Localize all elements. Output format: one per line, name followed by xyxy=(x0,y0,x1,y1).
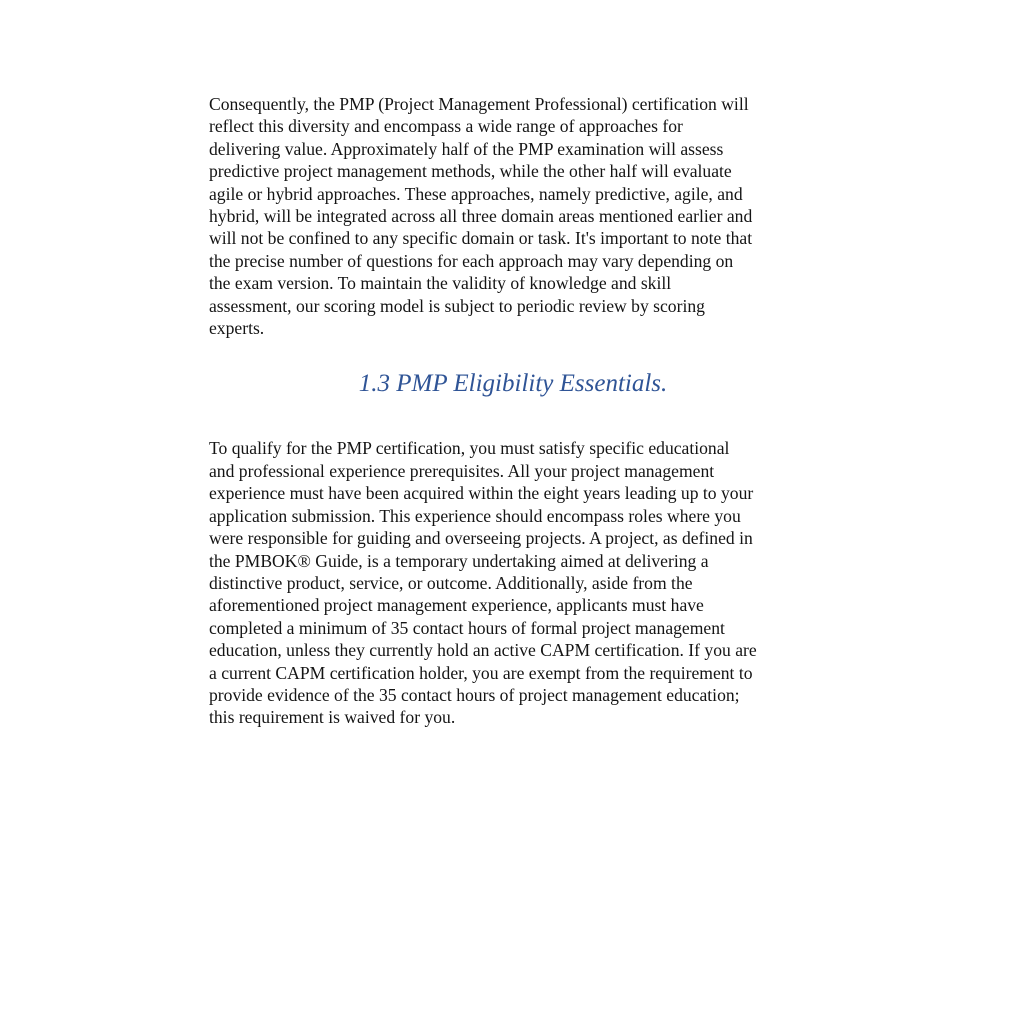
section-heading: 1.3 PMP Eligibility Essentials. xyxy=(358,370,668,398)
body-paragraph-2: To qualify for the PMP certification, you must satisfy specific educational and professional experience prerequisites. All your project management experience must have been acquired within the eight years leading up to your application submission. This experience should encompass roles where you were responsible for guiding and overseeing projects. A project, as defined in the PMBOK® Guide, is a temporary undertaking aimed at delivering a distinctive product, service, or outcome. Additionally, aside from the aforementioned project management experience, applicants must have completed a minimum of 35 contact hours of formal project management education, unless they currently hold an active CAPM certification. If you are a current CAPM certification holder, you are exempt from the requirement to provide evidence of the 35 contact hours of project management education; this requirement is waived for you. xyxy=(209,438,757,728)
body-paragraph-1: Consequently, the PMP (Project Management Professional) certification will reflect this diversity and encompass a wide range of approaches for delivering value. Approximately half of the PMP examination will assess predictive project management methods, while the other half will evaluate agile or hybrid approaches. These approaches, namely predictive, agile, and hybrid, will be integrated across all three domain areas mentioned earlier and will not be confined to any specific domain or task. It's important to note that the precise number of questions for each approach may vary depending on the exam version. To maintain the validity of knowledge and skill assessment, our scoring model is subject to periodic review by scoring experts. xyxy=(209,94,753,339)
document-content xyxy=(209,93,817,729)
